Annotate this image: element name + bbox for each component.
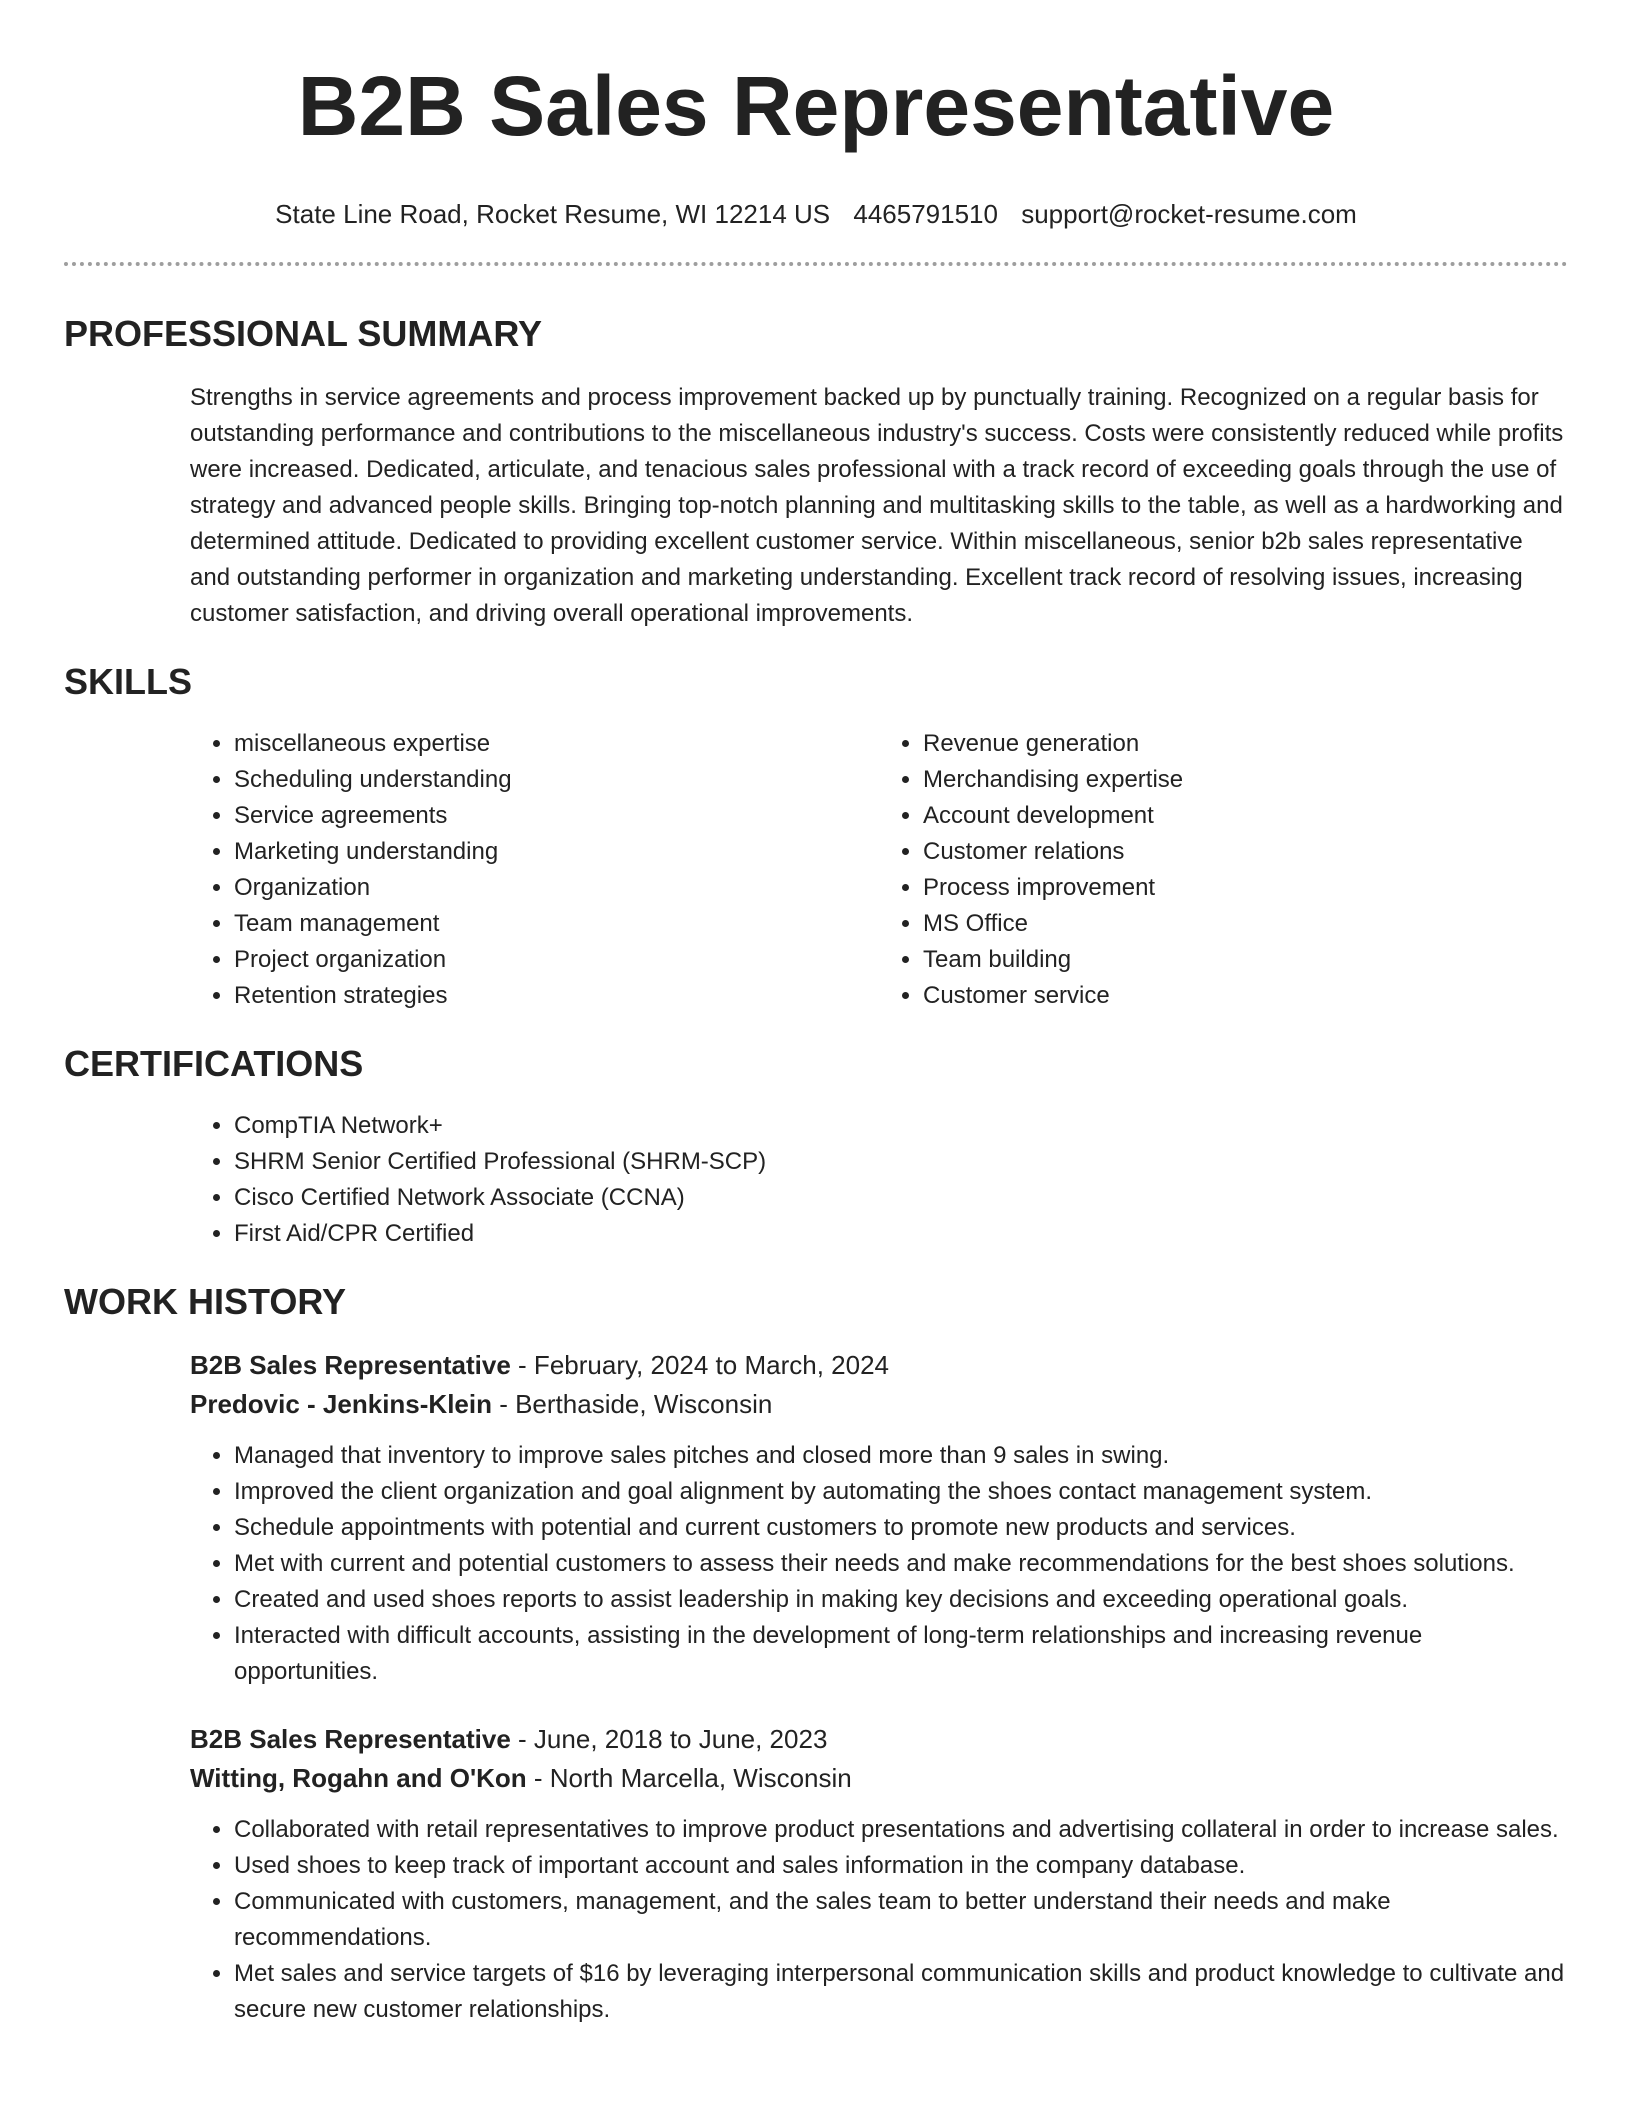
certifications-list <box>190 1108 1568 1252</box>
contact-phone: 4465791510 <box>853 199 998 229</box>
contact-address: State Line Road, Rocket Resume, WI 12214 US <box>275 199 831 229</box>
job-duties <box>190 1812 1568 2028</box>
job-duties <box>190 1438 1568 1690</box>
job-company: Predovic - Jenkins-Klein <box>190 1389 492 1419</box>
certification-item: • Cisco Certified Network Associate (CCNA) <box>234 1180 1568 1216</box>
resume-name: B2B Sales Representative <box>297 59 1335 153</box>
certifications-heading: CERTIFICATIONS <box>64 1043 364 1084</box>
job-entry <box>190 1720 1568 2028</box>
skill-item: • Customer relations <box>923 834 1568 870</box>
job-company-line <box>190 1759 1568 1798</box>
duty-item: • Improved the client organization and goal alignment by automating the shoes contact management system. <box>234 1474 1568 1510</box>
skill-item: • Account development <box>923 798 1568 834</box>
certification-item: • CompTIA Network+ <box>234 1108 1568 1144</box>
skill-item: • Retention strategies <box>234 978 879 1014</box>
duty-item: • Used shoes to keep track of important account and sales information in the company database. <box>234 1848 1568 1884</box>
job-location: - Berthaside, Wisconsin <box>491 1389 773 1419</box>
header-divider <box>64 262 1568 266</box>
job-dates: - June, 2018 to June, 2023 <box>510 1724 828 1754</box>
duty-item: • Met with current and potential customers to assess their needs and make recommendations for the best shoes solutions. <box>234 1546 1568 1582</box>
skill-item: • Marketing understanding <box>234 834 879 870</box>
duty-item: • Schedule appointments with potential and current customers to promote new products and services. <box>234 1510 1568 1546</box>
duty-item: • Collaborated with retail representatives to improve product presentations and advertising collateral in order to increase sales. <box>234 1812 1568 1848</box>
skill-item: • Team building <box>923 942 1568 978</box>
skills-column-right <box>879 726 1568 1014</box>
job-dates: - February, 2024 to March, 2024 <box>510 1350 889 1380</box>
certification-item: • First Aid/CPR Certified <box>234 1216 1568 1252</box>
skill-item: • Team management <box>234 906 879 942</box>
job-role-line <box>190 1720 1568 1759</box>
duty-item: • Managed that inventory to improve sales pitches and closed more than 9 sales in swing. <box>234 1438 1568 1474</box>
job-role: B2B Sales Representative <box>190 1350 511 1380</box>
job-role-line <box>190 1346 1568 1385</box>
work-history-heading: WORK HISTORY <box>64 1281 347 1322</box>
skill-item: • Service agreements <box>234 798 879 834</box>
contact-email: support@rocket-resume.com <box>1021 199 1357 229</box>
summary-heading: PROFESSIONAL SUMMARY <box>64 313 543 354</box>
skill-item: • Customer service <box>923 978 1568 1014</box>
skills-column-left <box>190 726 879 1014</box>
duty-item: • Met sales and service targets of $16 by leveraging interpersonal communication skills and product knowledge to cultivate and secure new customer relationships. <box>234 1956 1568 2028</box>
skills-grid <box>190 726 1568 1014</box>
job-location: - North Marcella, Wisconsin <box>526 1763 852 1793</box>
job-company-line <box>190 1385 1568 1424</box>
skill-item: • Organization <box>234 870 879 906</box>
skill-item: • Scheduling understanding <box>234 762 879 798</box>
skill-item: • Process improvement <box>923 870 1568 906</box>
skill-item: • miscellaneous expertise <box>234 726 879 762</box>
summary-text: Strengths in service agreements and process improvement backed up by punctually training. Recognized on a regular basis for outstanding performance and contributions to the miscellaneous industry's success. Costs were consistently reduced while profits were increased. Dedicated, articulate, and tenacious sales professional with a track record of exceeding goals through the use of strategy and advanced people skills. Bringing top-notch planning and multitasking skills to the table, as well as a hardworking and determined attitude. Dedicated to providing excellent customer service. Within miscellaneous, senior b2b sales representative and outstanding performer in organization and marketing understanding. Excellent track record of resolving issues, increasing customer satisfaction, and driving overall operational improvements. <box>190 384 1564 627</box>
skill-item: • Merchandising expertise <box>923 762 1568 798</box>
job-company: Witting, Rogahn and O'Kon <box>190 1763 527 1793</box>
certification-item: • SHRM Senior Certified Professional (SHRM-SCP) <box>234 1144 1568 1180</box>
skill-item: • Revenue generation <box>923 726 1568 762</box>
duty-item: • Created and used shoes reports to assist leadership in making key decisions and exceeding operational goals. <box>234 1582 1568 1618</box>
skill-item: • MS Office <box>923 906 1568 942</box>
skill-item: • Project organization <box>234 942 879 978</box>
duty-item: • Interacted with difficult accounts, assisting in the development of long-term relationships and increasing revenue opportunities. <box>234 1618 1568 1690</box>
job-role: B2B Sales Representative <box>190 1724 511 1754</box>
skills-heading: SKILLS <box>64 661 193 702</box>
job-entry <box>190 1346 1568 1690</box>
contact-line <box>64 196 1568 232</box>
duty-item: • Communicated with customers, management, and the sales team to better understand their needs and make recommendations. <box>234 1884 1568 1956</box>
